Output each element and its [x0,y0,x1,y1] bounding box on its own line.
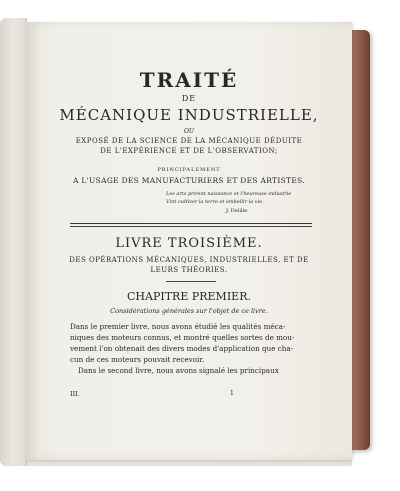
title-expose-1: EXPOSÉ DE LA SCIENCE DE LA MÉCANIQUE DÉDUITE [75,137,303,145]
double-rule-top [70,223,312,224]
title-page [26,22,352,460]
title-usage: A L'USAGE DES MANUFACTURIERS ET DES ARTISTES. [73,176,305,185]
chapter-heading: CHAPITRE PREMIER. [127,290,251,303]
epigraph-line-2: Vint cultiver la terre et embellir la vie. [166,199,264,205]
chapter-subheading: Considérations générales sur l'objet de ce livre. [110,307,268,315]
title-de: DE [181,94,197,103]
double-rule-bottom [70,226,312,227]
title-ou: OU [184,128,194,135]
book-subtitle-2: LEURS THÉORIES. [150,266,228,274]
epigraph-author: J. Delille. [226,208,249,214]
signature-number: 1 [230,390,234,397]
title-expose-2: DE L'EXPÉRIENCE ET DE L'OBSERVATION; [100,147,278,155]
signature-mark: III. [70,390,80,398]
body-line: vement l'on obtenait des divers modes d'application que cha- [70,344,294,353]
left-leaf [0,18,27,466]
body-line: niques des moteurs connus, et montré quelles sortes de mou- [70,333,295,342]
title-main: TRAITÉ [139,68,239,92]
body-line: Dans le premier livre, nous avons étudié les qualités méca- [70,322,286,331]
book-subtitle-1: DES OPÉRATIONS MÉCANIQUES, INDUSTRIELLES, ET DE [69,256,309,264]
book-heading: LIVRE TROISIÈME. [115,236,263,251]
title-subject: MÉCANIQUE INDUSTRIELLE, [59,106,319,124]
epigraph-line-1: Les arts prirent naissance et l'heureuse industrie [166,191,292,197]
section-divider [166,281,216,282]
title-principalement: PRINCIPALEMENT [157,167,221,173]
body-line: Dans le second livre, nous avons signalé les principaux [78,366,279,375]
body-line: cun de ces moteurs pouvait recevoir. [70,355,205,364]
